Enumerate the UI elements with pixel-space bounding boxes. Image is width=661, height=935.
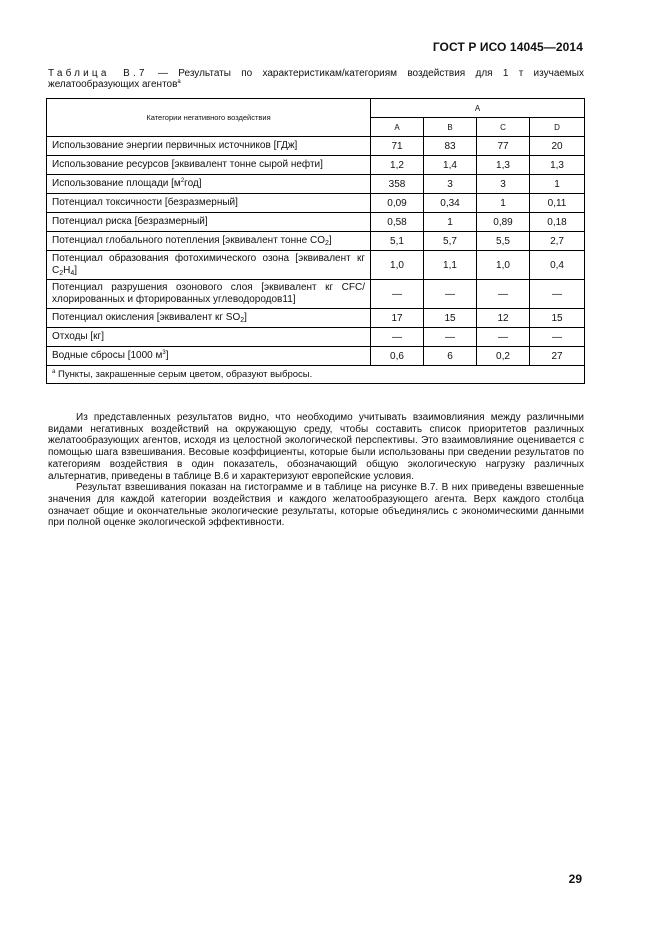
value-cell: 15	[424, 309, 477, 328]
category-subscript: 2	[59, 270, 64, 277]
value-cell: 1,4	[424, 156, 477, 175]
value-cell: 0,09	[371, 194, 424, 213]
category-cell: Отходы [кг]	[47, 328, 371, 347]
category-text: ]	[165, 350, 169, 361]
value-cell: 1	[477, 194, 530, 213]
value-cell: 358	[371, 175, 424, 194]
category-subscript: 2	[240, 317, 245, 324]
value-cell: 1,3	[530, 156, 585, 175]
value-cell: 0,18	[530, 213, 585, 232]
category-cell: Потенциал разрушения озонового слоя [эквивалент кг CFC/хлорированных и фторированных углеводородов11]	[47, 280, 371, 309]
value-cell: 0,58	[371, 213, 424, 232]
category-text: Потенциал окисления [эквивалент кг SO	[52, 312, 241, 323]
body-text	[48, 412, 584, 529]
value-cell: 6	[424, 347, 477, 366]
value-cell: 1,3	[477, 156, 530, 175]
category-text: ]	[74, 265, 78, 276]
caption-text: Результаты по характеристикам/категориям воздействия для 1 т изучаемых желатообразующих агентов	[48, 68, 584, 90]
category-text: ]	[244, 312, 247, 323]
value-cell: —	[424, 328, 477, 347]
header-category: Категории негативного воздействия	[47, 99, 371, 137]
value-cell: 1,0	[371, 251, 424, 280]
table-row	[47, 280, 585, 309]
header-agent-c: C	[477, 118, 530, 137]
value-cell: 0,11	[530, 194, 585, 213]
value-cell: 1,2	[371, 156, 424, 175]
value-cell: 2,7	[530, 232, 585, 251]
value-cell: 83	[424, 137, 477, 156]
table-row	[47, 232, 585, 251]
value-cell: 0,6	[371, 347, 424, 366]
table-row	[47, 328, 585, 347]
category-superscript: 3	[162, 350, 166, 356]
value-cell: 0,89	[477, 213, 530, 232]
table-row	[47, 175, 585, 194]
category-cell	[47, 309, 371, 328]
value-cell: —	[530, 280, 585, 309]
category-text: ]	[328, 235, 332, 246]
value-cell: 20	[530, 137, 585, 156]
table-footnote	[47, 366, 585, 384]
value-cell: 5,1	[371, 232, 424, 251]
value-cell: 3	[424, 175, 477, 194]
table-row	[47, 137, 585, 156]
value-cell: 1,0	[477, 251, 530, 280]
category-cell: Использование ресурсов [эквивалент тонне сырой нефти]	[47, 156, 371, 175]
value-cell: 0,2	[477, 347, 530, 366]
category-subscript: 2	[324, 240, 329, 247]
value-cell: 1,1	[424, 251, 477, 280]
category-cell: Потенциал токсичности [безразмерный]	[47, 194, 371, 213]
value-cell: 1	[530, 175, 585, 194]
category-cell	[47, 175, 371, 194]
value-cell: —	[371, 328, 424, 347]
paragraph: Результат взвешивания показан на гистограмме и в таблице на рисунке В.7. В них приведены взвешенные значения для каждой категории воздействия и каждого желатообразующего агента. Верх каждого столбца означает общие и окончательные экологические результаты, которые объединялись с экономическими данными при полной оценке экологической эффективности.	[48, 482, 584, 529]
category-cell	[47, 347, 371, 366]
value-cell: 15	[530, 309, 585, 328]
header-agent-d: D	[530, 118, 585, 137]
table-row	[47, 251, 585, 280]
table-footnote-row	[47, 366, 585, 384]
table-row	[47, 156, 585, 175]
caption-label: Таблица В.7	[48, 68, 148, 79]
paragraph: Из представленных результатов видно, что необходимо учитывать взаимовлияния между различными видами негативных воздействий на окружающую среду, чтобы составить список приоритетов различных желатообразующих агентов, исходя из целостной экологической перспективы. Это взаимовлияние оценивается с помощью шага взвешивания. Весовые коэффициенты, которые были использованы при сведении результатов по категориям воздействия в один показатель, обозначающий общую экологическую нагрузку различных альтернатив, приведены в таблице В.6 и характеризуют европейские условия.	[48, 412, 584, 482]
footnote-text: Пункты, закрашенные серым цветом, образуют выбросы.	[57, 369, 313, 380]
value-cell: —	[530, 328, 585, 347]
results-table	[46, 98, 585, 384]
value-cell: 27	[530, 347, 585, 366]
header-agent-group: A	[371, 99, 585, 118]
value-cell: —	[424, 280, 477, 309]
category-text: Водные сбросы [1000 м	[52, 350, 163, 361]
table-row	[47, 194, 585, 213]
page-number: 29	[568, 872, 582, 886]
header-agent-a: A	[371, 118, 424, 137]
document-id: ГОСТ Р ИСО 14045—2014	[432, 40, 583, 54]
value-cell: —	[477, 328, 530, 347]
category-text: Потенциал глобального потепления [эквивалент тонне CO	[52, 235, 325, 246]
value-cell: 12	[477, 309, 530, 328]
value-cell: 77	[477, 137, 530, 156]
category-cell: Использование энергии первичных источников [ГДж]	[47, 137, 371, 156]
value-cell: 17	[371, 309, 424, 328]
footnote-mark: a	[52, 369, 56, 375]
value-cell: 5,7	[424, 232, 477, 251]
category-cell	[47, 251, 371, 280]
value-cell: 5,5	[477, 232, 530, 251]
value-cell: 0,4	[530, 251, 585, 280]
caption-dash: —	[147, 68, 179, 79]
header-agent-b: B	[424, 118, 477, 137]
category-text: H	[63, 265, 71, 276]
category-superscript: 2	[180, 178, 185, 184]
value-cell: 71	[371, 137, 424, 156]
category-text: год]	[184, 178, 202, 189]
value-cell: —	[477, 280, 530, 309]
value-cell: 3	[477, 175, 530, 194]
category-cell	[47, 232, 371, 251]
caption-footnote-mark: a	[177, 79, 181, 85]
table-row	[47, 213, 585, 232]
table-row	[47, 309, 585, 328]
table-row	[47, 347, 585, 366]
value-cell: 1	[424, 213, 477, 232]
value-cell: 0,34	[424, 194, 477, 213]
category-text: Использование площади [м	[52, 178, 181, 189]
value-cell: —	[371, 280, 424, 309]
category-cell: Потенциал риска [безразмерный]	[47, 213, 371, 232]
category-subscript: 4	[70, 270, 75, 277]
table-caption	[48, 68, 584, 90]
category-text: Потенциал образования фотохимического озона [эквивалент кг C	[52, 253, 365, 276]
